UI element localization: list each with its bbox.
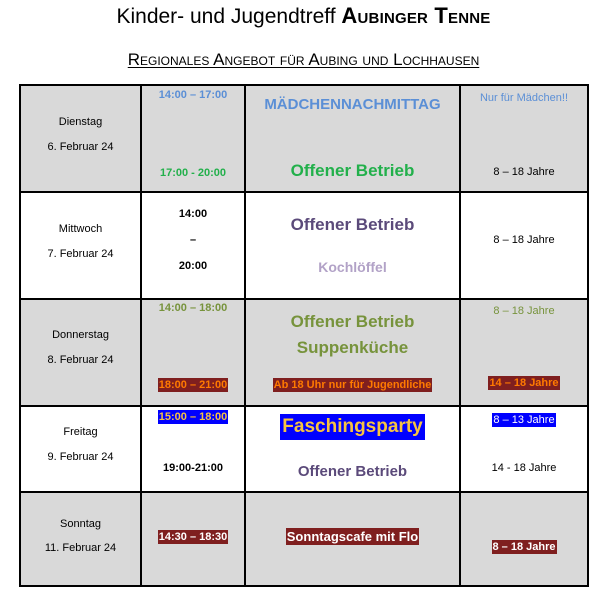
event-cell — [245, 492, 460, 586]
weekday: Sonntag — [60, 518, 101, 530]
table-row-freitag — [20, 406, 588, 492]
time-slot: 17:00 - 20:00 — [159, 167, 227, 179]
time-cell — [141, 406, 245, 492]
date: 7. Februar 24 — [47, 248, 114, 260]
event-title: Offener Betrieb — [290, 161, 415, 180]
weekday: Donnerstag — [52, 329, 109, 341]
page-subtitle: Regionales Angebot für Aubing und Lochhausen — [127, 50, 480, 69]
age-cell — [460, 299, 588, 406]
event-note-highlight: Ab 18 Uhr nur für Jugendliche — [273, 379, 432, 391]
page-title — [0, 3, 607, 29]
age-range-highlight: 8 – 18 Jahre — [492, 541, 556, 553]
day-cell — [20, 85, 141, 192]
time-dash: – — [189, 234, 197, 246]
title-brand: Aubinger Tenne — [341, 3, 491, 28]
event-title-highlight: Sonntagscafe mit Flo — [286, 529, 419, 544]
day-cell — [20, 192, 141, 299]
time-cell — [141, 85, 245, 192]
event-title: MÄDCHENNACHMITTAG — [264, 96, 441, 113]
time-slot-highlight: 18:00 – 21:00 — [158, 379, 228, 391]
table-row-mittwoch — [20, 192, 588, 299]
date: 9. Februar 24 — [47, 451, 114, 463]
date: 6. Februar 24 — [47, 141, 114, 153]
event-cell — [245, 406, 460, 492]
time-cell — [141, 192, 245, 299]
time-slot-highlight: 14:30 – 18:30 — [158, 531, 228, 543]
date: 8. Februar 24 — [47, 354, 114, 366]
event-subtitle: Suppenküche — [296, 338, 409, 357]
event-title: Offener Betrieb — [290, 215, 415, 234]
event-subtitle: Kochlöffel — [318, 259, 387, 275]
weekday: Dienstag — [58, 116, 103, 128]
event-title-highlight: Faschingsparty — [280, 414, 424, 440]
day-cell — [20, 299, 141, 406]
table-row-dienstag — [20, 85, 588, 192]
day-cell — [20, 406, 141, 492]
age-range-highlight: 14 – 18 Jahre — [489, 377, 559, 389]
age-cell — [460, 192, 588, 299]
event-title: Offener Betrieb — [290, 312, 415, 331]
weekday: Freitag — [63, 426, 98, 438]
date: 11. Februar 24 — [44, 542, 117, 554]
time-cell — [141, 492, 245, 586]
age-range: 8 – 18 Jahre — [493, 166, 555, 178]
time-slot: 14:00 – 17:00 — [158, 89, 228, 101]
age-note: Nur für Mädchen!! — [479, 92, 569, 104]
time-slot-highlight: 15:00 – 18:00 — [158, 411, 228, 423]
time-cell — [141, 299, 245, 406]
age-range: 8 – 18 Jahre — [493, 234, 555, 246]
event-cell — [245, 85, 460, 192]
event-title: Offener Betrieb — [297, 463, 408, 480]
table-row-sonntag — [20, 492, 588, 586]
age-cell — [460, 492, 588, 586]
table-row-donnerstag — [20, 299, 588, 406]
time-slot: 14:00 – 18:00 — [158, 302, 228, 314]
schedule-table — [19, 84, 589, 587]
time-end: 20:00 — [178, 260, 208, 272]
age-range: 8 – 18 Jahre — [493, 305, 555, 317]
age-cell — [460, 85, 588, 192]
day-cell — [20, 492, 141, 586]
title-prefix: Kinder- und Jugendtreff — [116, 5, 336, 28]
age-range: 14 - 18 Jahre — [491, 462, 557, 474]
age-cell — [460, 406, 588, 492]
event-cell — [245, 192, 460, 299]
time-start: 14:00 — [178, 208, 208, 220]
event-cell — [245, 299, 460, 406]
weekday: Mittwoch — [58, 223, 103, 235]
time-slot: 19:00-21:00 — [163, 462, 223, 474]
age-range-highlight: 8 – 13 Jahre — [493, 414, 555, 426]
